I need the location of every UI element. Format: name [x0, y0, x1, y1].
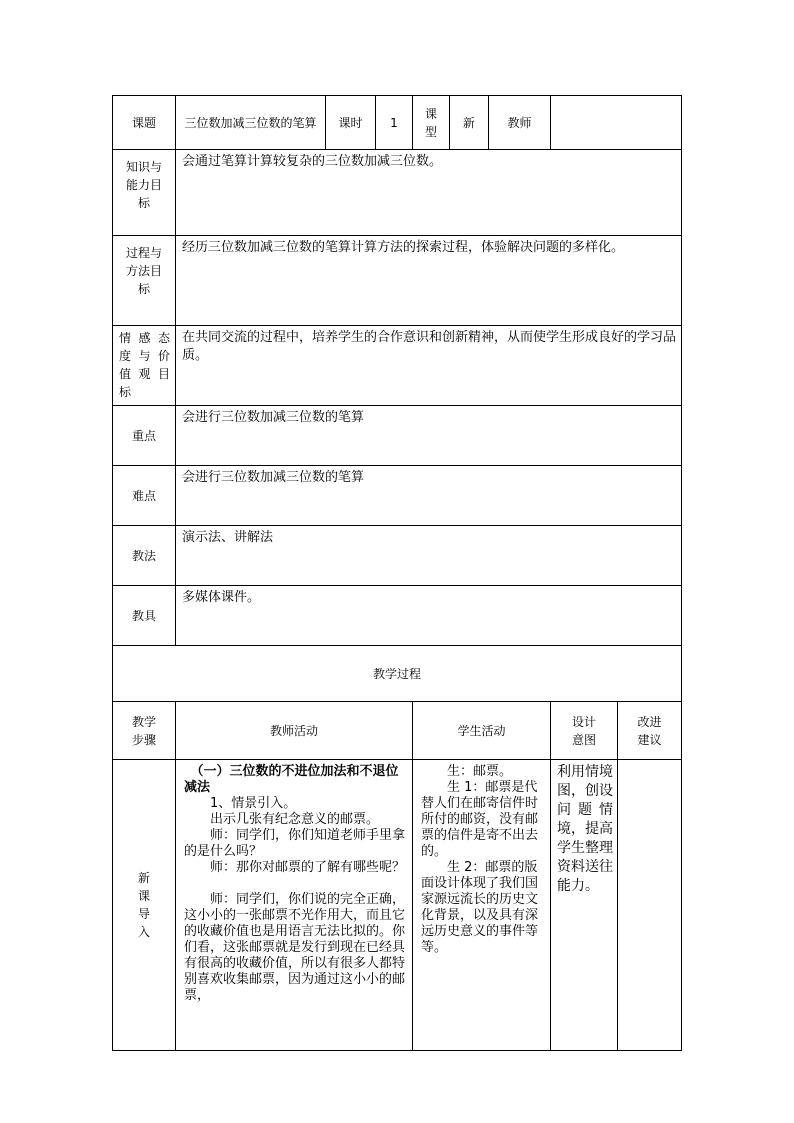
method-text: 演示法、讲解法	[176, 526, 682, 586]
key-point-row	[113, 406, 682, 466]
col-design-intent: 设计意图	[551, 702, 618, 760]
tools-text: 多媒体课件。	[176, 586, 682, 646]
method-row	[113, 526, 682, 586]
process-goal-row	[113, 236, 682, 326]
teacher-value	[551, 96, 682, 150]
student-activity-line: 生 2：邮票的版面设计体现了我们国家源远流长的历史文化背景，以及具有深远历史意义的事件等等。	[421, 860, 539, 955]
new-lesson-row	[113, 760, 682, 1051]
teacher-activity-line: 师：同学们，你们知道老师手里拿的是什么吗？	[184, 828, 406, 859]
new-lesson-step-label: 新课导入	[113, 760, 176, 1051]
process-title-row	[113, 646, 682, 702]
design-intent-text: 利用情境图，创设问题情境，提高学生整理资料送往能力。	[551, 760, 618, 1051]
type-value: 新	[450, 96, 489, 150]
tools-row	[113, 586, 682, 646]
column-header-row	[113, 702, 682, 760]
teacher-activity-cell	[176, 760, 413, 1051]
difficulty-text: 会进行三位数加减三位数的笔算	[176, 466, 682, 526]
knowledge-row	[113, 150, 682, 236]
tools-label: 教具	[113, 586, 176, 646]
col-steps: 教学步骤	[113, 702, 176, 760]
col-student-activity: 学生活动	[413, 702, 551, 760]
process-goal-label: 过程与方法目标	[113, 236, 176, 326]
knowledge-label: 知识与能力目标	[113, 150, 176, 236]
header-row	[113, 96, 682, 150]
knowledge-text: 会通过笔算计算较复杂的三位数加减三位数。	[176, 150, 682, 236]
col-suggestions: 改进建议	[618, 702, 682, 760]
key-point-label: 重点	[113, 406, 176, 466]
teacher-label: 教师	[489, 96, 551, 150]
process-title: 教学过程	[113, 646, 682, 702]
emotion-goal-label: 情感态度与价值观目标	[113, 326, 176, 406]
process-goal-text: 经历三位数加减三位数的笔算计算方法的探索过程，体验解决问题的多样化。	[176, 236, 682, 326]
col-teacher-activity: 教师活动	[176, 702, 413, 760]
emotion-goal-row	[113, 326, 682, 406]
student-activity-line: 生 1：邮票是代替人们在邮寄信件时所付的邮资，没有邮票的信件是寄不出去的。	[421, 780, 539, 859]
emotion-goal-text: 在共同交流的过程中，培养学生的合作意识和创新精神，从而使学生形成良好的学习品质。	[176, 326, 682, 406]
teacher-activity-heading: （一）三位数的不进位加法和不退位减法	[184, 764, 399, 795]
key-point-text: 会进行三位数加减三位数的笔算	[176, 406, 682, 466]
lesson-plan-table	[112, 95, 682, 1051]
method-label: 教法	[113, 526, 176, 586]
period-label: 课时	[326, 96, 376, 150]
topic-value: 三位数加减三位数的笔算	[176, 96, 326, 150]
period-value: 1	[376, 96, 413, 150]
student-activity-line: 生：邮票。	[447, 764, 513, 779]
teacher-activity-line: 师：那你对邮票的了解有哪些呢？	[210, 860, 406, 875]
difficulty-label: 难点	[113, 466, 176, 526]
student-activity-cell	[413, 760, 551, 1051]
topic-label: 课题	[113, 96, 176, 150]
teacher-activity-line: 师：同学们，你们说的完全正确，这小小的一张邮票不光作用大，而且它的收藏价值也是用语言无法比拟的。你们看，这张邮票就是发行到现在已经具有很高的收藏价值，所以有很多人都特别喜欢收集邮票，因为通过这小小的邮票，	[184, 892, 406, 1003]
teacher-activity-line: 出示几张有纪念意义的邮票。	[210, 812, 380, 827]
suggestion-cell	[618, 760, 682, 1051]
type-label: 课型	[413, 96, 450, 150]
difficulty-row	[113, 466, 682, 526]
teacher-activity-line: 1、情景引入。	[210, 796, 297, 811]
